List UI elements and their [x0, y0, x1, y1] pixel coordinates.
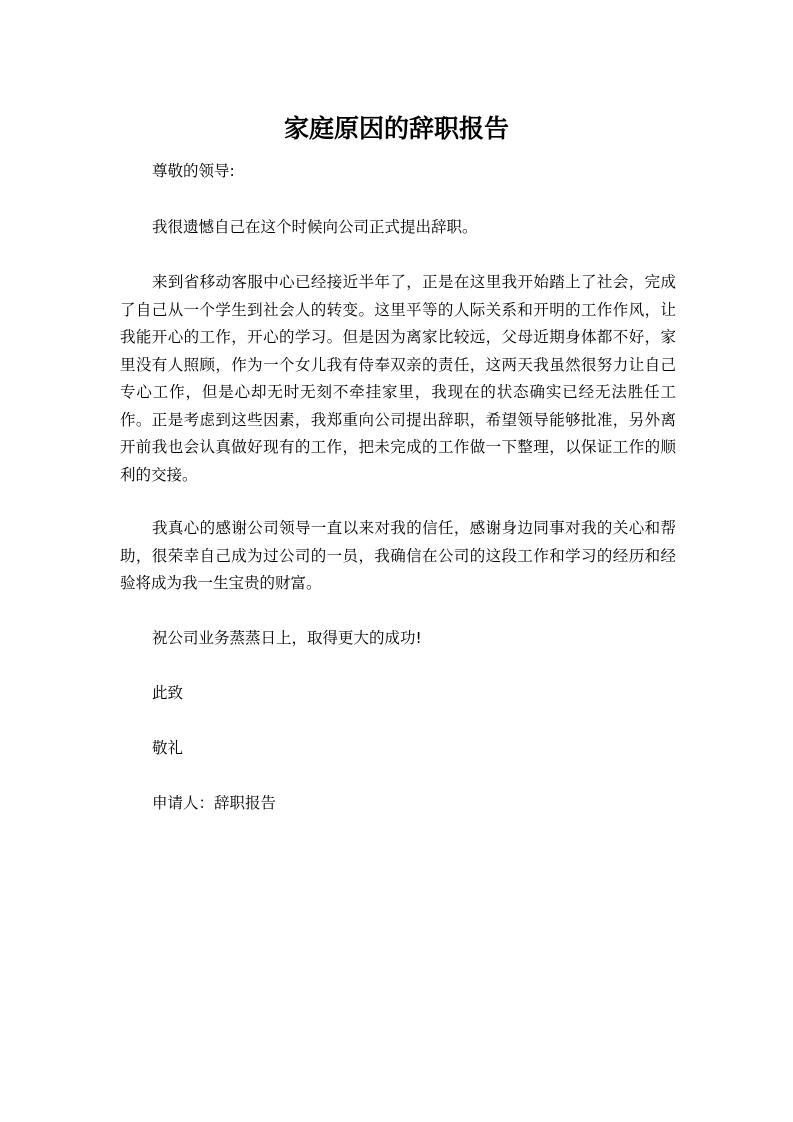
document-title: 家庭原因的辞职报告 — [283, 114, 509, 143]
paragraph-reason: 来到省移动客服中心已经接近半年了，正是在这里我开始踏上了社会，完成了自己从一个学生到社会人的转变。这里平等的人际关系和开明的工作作风，让我能开心的工作，开心的学习。但是因为离家比较远，父母近期身体都不好，家里没有人照顾，作为一个女儿我有侍奉双亲的责任，这两天我虽然很努力让自己专心工作，但是心却无时无刻不牵挂家里，我现在的状态确实已经无法胜任工作。正是考虑到这些因素，我郑重向公司提出辞职，希望领导能够批准，另外离开前我也会认真做好现有的工作，把未完成的工作做一下整理，以保证工作的顺利的交接。 — [120, 273, 676, 484]
closing: 此致 — [152, 684, 184, 702]
regards: 敬礼 — [152, 739, 184, 757]
signature: 申请人：辞职报告 — [152, 794, 277, 812]
salutation: 尊敬的领导: — [152, 162, 235, 180]
paragraph-thanks: 我真心的感谢公司领导一直以来对我的信任，感谢身边同事对我的关心和帮助，很荣幸自己成为过公司的一员，我确信在公司的这段工作和学习的经历和经验将成为我一生宝贵的财富。 — [120, 519, 676, 592]
paragraph-wishes: 祝公司业务蒸蒸日上，取得更大的成功! — [152, 629, 422, 647]
paragraph-intro: 我很遗憾自己在这个时候向公司正式提出辞职。 — [152, 218, 478, 236]
